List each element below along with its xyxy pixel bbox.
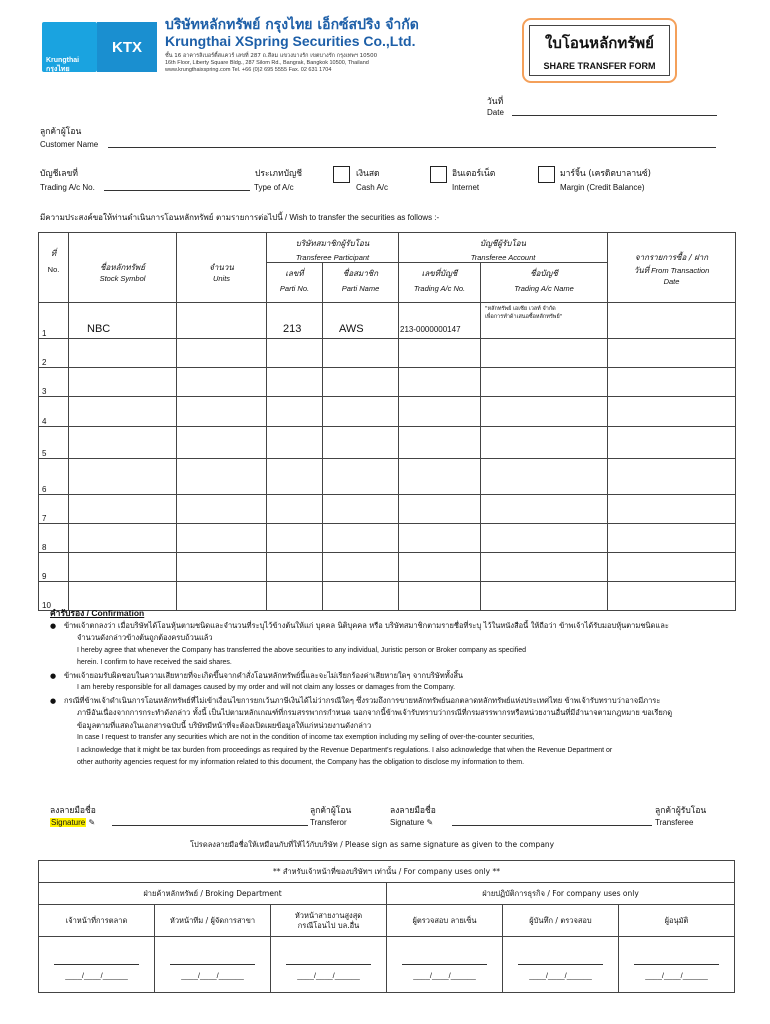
office-sign-cell[interactable]: ____/____/______ [39, 937, 155, 993]
cash-checkbox[interactable] [333, 166, 350, 183]
customer-label-en: Customer Name [40, 140, 99, 149]
transferor-signature-field[interactable] [112, 816, 308, 826]
company-address: ชั้น 16 อาคารลิเบอร์ตี้สแควร์ เลขที่ 287 ถ.สีลม แขวงบางรัก เขตบางรัก กรุงเทพฯ 10500 16th Floor, Liberty Square Bldg., 287 Silom Rd., Bangrak, Bangkok 10500, Thailand www.krungthaixspring.com Tel. +66 (0)2 695 5555 Fax. 02 631 1704 [165, 53, 378, 73]
col-symbol-header: ชื่อหลักทรัพย์ Stock Symbol [69, 233, 177, 303]
form-title-en: SHARE TRANSFER FORM [543, 60, 656, 71]
customer-name-field[interactable] [108, 138, 716, 148]
account-header: บัญชีผู้รับโอน Transferee Account [399, 233, 608, 263]
margin-label-thai: มาร์จิ้น (เครดิตบาลานซ์) [560, 169, 651, 179]
parti-no-header: เลขที่ Parti No. [267, 263, 323, 303]
office-use-title: ** สำหรับเจ้าหน้าที่ของบริษัทฯ เท่านั้น / For company uses only ** [39, 861, 735, 883]
date-label-en: Date [487, 108, 504, 117]
date-field[interactable] [512, 106, 717, 116]
parti-name-header: ชื่อสมาชิก Parti Name [323, 263, 399, 303]
office-sign-cell[interactable]: ____/____/______ [271, 937, 387, 993]
signature-note: โปรดลงลายมือชื่อให้เหมือนกับที่ให้ไว้กับบริษัท / Please sign as same signature as given to the company [190, 840, 555, 849]
table-row: 10 [39, 582, 736, 611]
transfer-table [38, 232, 736, 611]
office-sign-cell[interactable]: ____/____/______ [387, 937, 503, 993]
office-col-team-head: หัวหน้าทีม / ผู้จัดการสาขา [155, 905, 271, 937]
office-col-marketing: เจ้าหน้าที่การตลาด [39, 905, 155, 937]
company-name-thai: บริษัทหลักทรัพย์ กรุงไทย เอ็กซ์สปริง จำกัด [165, 17, 419, 33]
participant-header: บริษัทสมาชิกผู้รับโอน Transferee Participant [267, 233, 399, 263]
margin-label-en: Margin (Credit Balance) [560, 183, 645, 192]
office-sign-cell[interactable]: ____/____/______ [155, 937, 271, 993]
acc-name-header: ชื่อบัญชี Trading A/c Name [481, 263, 608, 303]
parti-no-cell[interactable]: 213 [267, 303, 323, 339]
office-use-table [38, 860, 735, 993]
transferee-signature-field[interactable] [452, 816, 652, 826]
transferor-label-thai: ลูกค้าผู้โอน [310, 806, 352, 816]
transferee-label-thai: ลูกค้าผู้รับโอน [655, 806, 707, 816]
table-row: 6 [39, 459, 736, 495]
office-sign-cell[interactable]: ____/____/______ [503, 937, 619, 993]
cash-label-thai: เงินสด [356, 169, 380, 179]
sign-label-thai: ลงลายมือชื่อ [50, 806, 96, 816]
acc-name-cell[interactable]: "หลักทรัพย์ เอเซีย เวลท์ จำกัด เพื่อการทำด้าเสนอซื้อหลักทรัพย์" [481, 303, 608, 339]
acc-no-header: เลขที่บัญชี Trading A/c No. [399, 263, 481, 303]
transferee-label-en: Transferee [655, 818, 694, 827]
account-number-field[interactable] [104, 181, 250, 191]
date-label-thai: วันที่ [487, 97, 504, 107]
office-col-recorder: ผู้บันทึก / ตรวจสอบ [503, 905, 619, 937]
transferor-label-en: Transferor [310, 818, 347, 827]
table-row: 3 [39, 368, 736, 397]
internet-label-en: Internet [452, 183, 480, 192]
from-transaction-cell[interactable] [608, 303, 736, 339]
table-row: 8 [39, 524, 736, 553]
form-title-box [522, 18, 677, 83]
table-row: 2 [39, 339, 736, 368]
confirmation-title: คำรับรอง / Confirmation [50, 608, 145, 618]
customer-label-thai: ลูกค้าผู้โอน [40, 127, 82, 137]
col-units-header: จำนวน Units [177, 233, 267, 303]
account-label-thai: บัญชีเลขที่ [40, 169, 78, 179]
acc-no-cell[interactable]: 213-0000000147 [399, 303, 481, 339]
row-number: 1 [39, 303, 69, 339]
broking-dept-header: ฝ่ายค้าหลักทรัพย์ / Broking Department [39, 883, 387, 905]
margin-checkbox[interactable] [538, 166, 555, 183]
internet-label-thai: อินเตอร์เน็ต [452, 169, 496, 179]
form-title-thai: ใบโอนหลักทรัพย์ [545, 33, 654, 52]
table-row: 4 [39, 397, 736, 427]
table-row: 9 [39, 553, 736, 582]
account-label-en: Trading A/c No. [40, 183, 95, 192]
office-sign-cell[interactable]: ____/____/______ [619, 937, 735, 993]
sign-label-thai-2: ลงลายมือชื่อ [390, 806, 436, 816]
type-label-thai: ประเภทบัญชี [255, 169, 303, 179]
stock-symbol-cell[interactable]: NBC [69, 303, 177, 339]
internet-checkbox[interactable] [430, 166, 447, 183]
sign-label-en-transferor: Signature ✎ [51, 818, 96, 827]
cash-label-en: Cash A/c [356, 183, 389, 192]
office-col-senior-head: หัวหน้าสายงานสูงสุด กรณีโอนไป บล.อื่น [271, 905, 387, 937]
confirmation-section: คำรับรอง / Confirmation ● ข้าพเจ้าตกลงว่า เมื่อบริษัทได้โอนหุ้นตามชนิดและจำนวนที่ระบุไว้ข้างต้นให้แก่ บุคคล นิติบุคคล หรือ บริษัทสมาชิกตามรายชื่อที่ระบุ ไว้ในหนังสือนี้ ให้ถือว่า ข้าพเจ้าได้รับมอบหุ้นตามชนิดและ จำนวนดังกล่าวข้างต้นถูกต้องครบถ้วนแล้ว I hereby agree that whenever the Company has transferred the above securities to any individual, Juristic person or Broker company as specified herein. I confirm to have received the said shares. ● ข้าพเจ้ายอมรับผิดชอบในความเสียหายที่จะเกิดขึ้นจากคำสั่งโอนหลักทรัพย์นี้และจะไม่เรียกร้องค่าเสียหายใดๆ จากบริษัททั้งสิ้น I am hereby responsible for all damages caused by my order and will not claim any losses or damages from the Company. ● กรณีที่ข้าพเจ้าดำเนินการโอนหลักทรัพย์ที่ไม่เข้าเงื่อนไขการยกเว้นภาษีเงินได้ไม่ว่ากรณีใดๆ ซึ่งรวมถึงการขายหลักทรัพย์นอกตลาดหลักทรัพย์แห่งประเทศไทย ข้าพเจ้ารับทราบว่าอาจมีภาระ ภาษีอันเนื่องจากการกระทำดังกล่าว ทั้งนี้ เป็นไปตามหลักเกณฑ์ที่กรมสรรพากรกำหนด นอกจากนี้ข้าพเจ้ารับทราบว่ากรณีที่กรมสรรพากรหรือหน่วยงานอื่นที่มีอำนาจตามกฎหมาย ขอเรียกดู ข้อมูลตามที่แสดงในเอกสารฉบับนี้ บริษัทมีหน้าที่จะต้องเปิดเผยข้อมูลให้แก่หน่วยงานดังกล่าว In case I request to transfer any securities which are not in the condition of income tax exemption including my selling of over-the-counter securities, I acknowledge that it might be tax burden from proceedings as required by the Revenue Department's regulations. I also acknowledge that when the Revenue Department or other authority agencies request for my information related to this document, the Company has the obligation to disclose my information to them. [50, 607, 740, 770]
type-label-en: Type of A/c [254, 183, 294, 192]
table-row [39, 303, 736, 339]
units-cell[interactable] [177, 303, 267, 339]
col-no-header: ที่ No. [39, 233, 69, 303]
intent-text: มีความประสงค์ขอให้ท่านดำเนินการโอนหลักทรัพย์ ตามรายการต่อไปนี้ / Wish to transfer the securities as follows :- [40, 213, 440, 222]
ktx-logo: KTX [97, 22, 157, 72]
operations-dept-header: ฝ่ายปฏิบัติการธุรกิจ / For company uses only [387, 883, 735, 905]
table-row: 7 [39, 495, 736, 524]
office-col-signature-checker: ผู้ตรวจสอบ ลายเซ็น [387, 905, 503, 937]
table-row: 5 [39, 427, 736, 459]
parti-name-cell[interactable]: AWS [323, 303, 399, 339]
from-transaction-header: จากรายการซื้อ / ฝาก วันที่ From Transaction Date [608, 233, 736, 303]
office-col-approver: ผู้อนุมัติ [619, 905, 735, 937]
sign-label-en-transferee: Signature ✎ [390, 818, 434, 827]
krungthai-logo-text: Krungthai กรุงไทย [46, 57, 80, 73]
company-name-en: Krungthai XSpring Securities Co.,Ltd. [165, 33, 416, 49]
